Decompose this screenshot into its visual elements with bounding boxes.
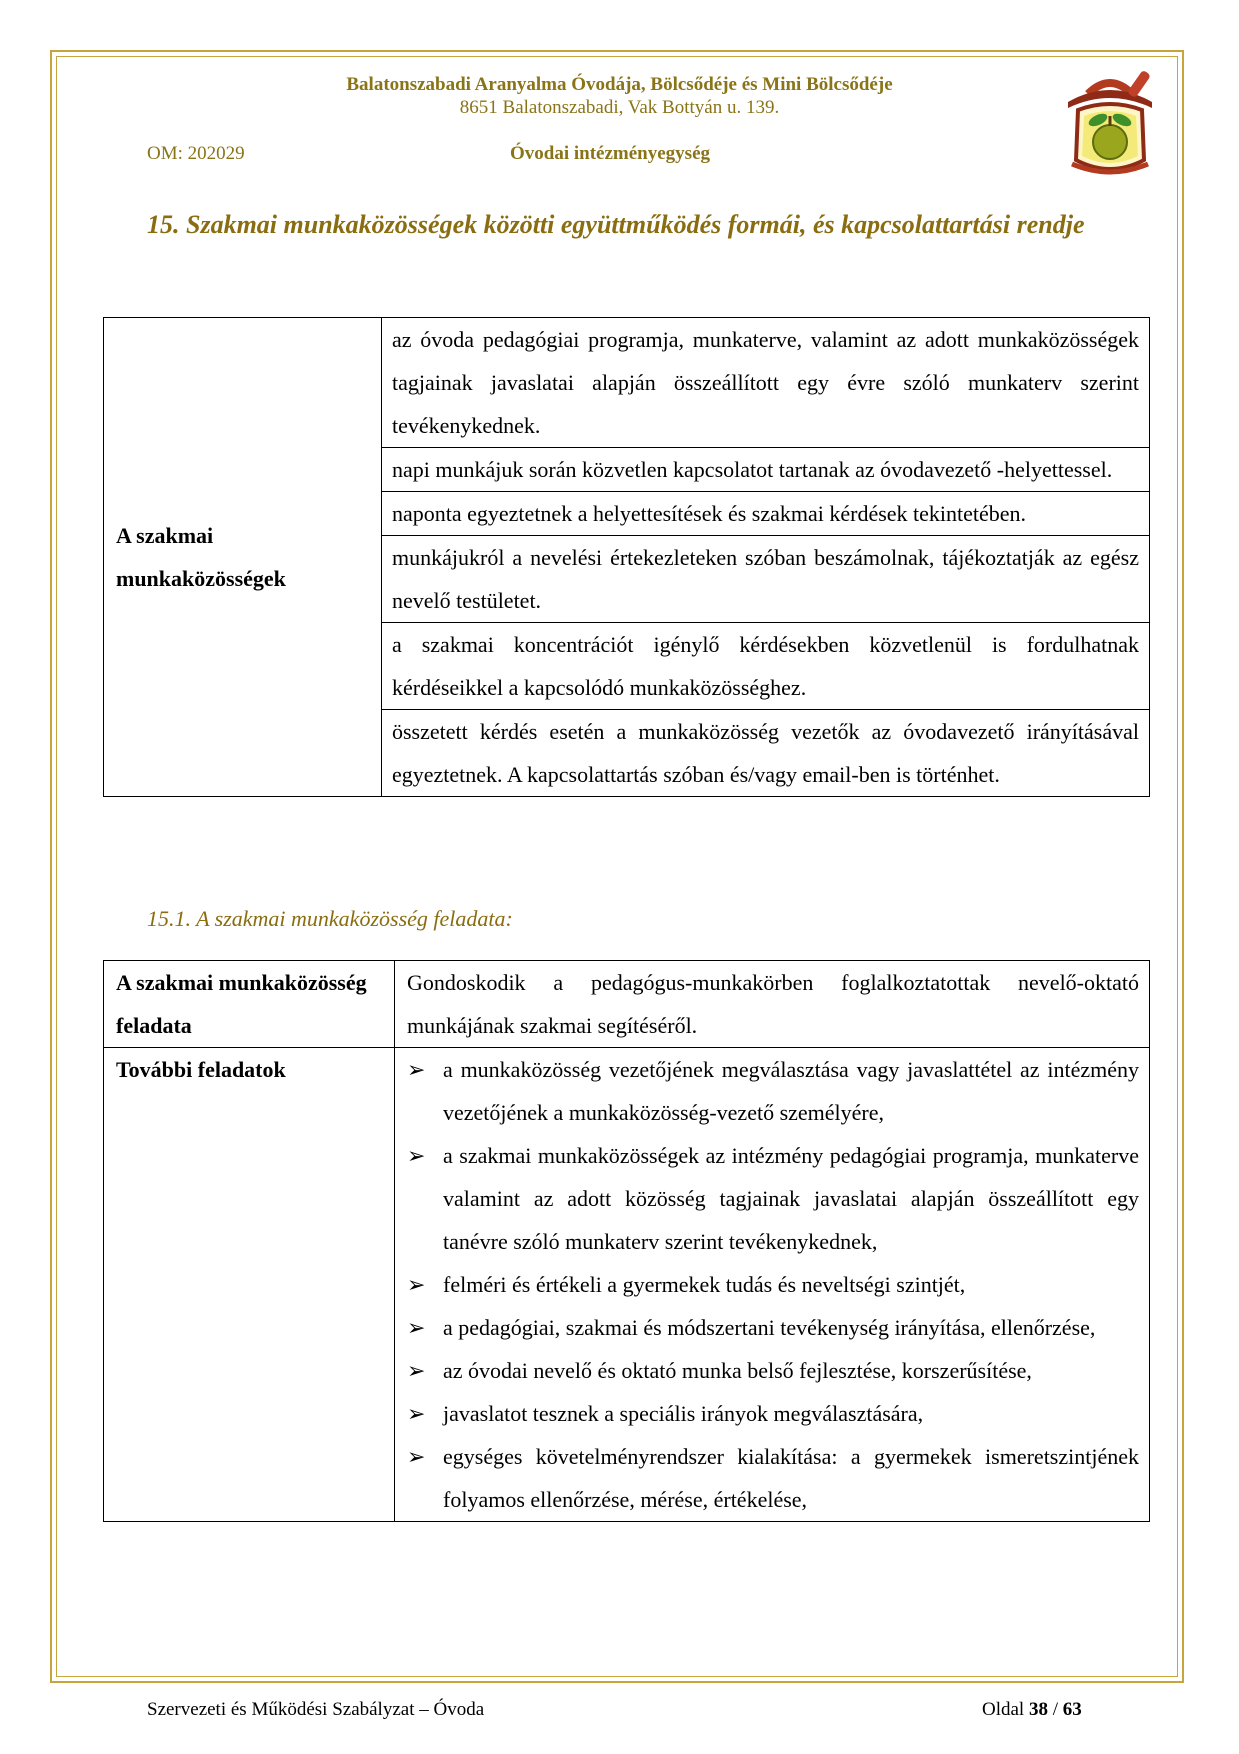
list-item-text: felméri és értékeli a gyermekek tudás és neveltségi szintjét, — [443, 1272, 966, 1297]
subsection-title: 15.1. A szakmai munkaközösség feladata: — [147, 906, 513, 931]
table-cell: összetett kérdés esetén a munkaközösség vezetők az óvodavezető irányításával egyeztetnek. A kapcsolattartás szóban és/vagy email-ben is történhet. — [382, 710, 1150, 797]
table-row — [104, 1048, 1150, 1522]
list-item — [407, 1435, 1139, 1521]
table-row — [104, 961, 1150, 1048]
arrow-bullet-icon: ➢ — [407, 1444, 426, 1469]
page-separator: / — [1052, 1699, 1058, 1720]
table-cell: Gondoskodik a pedagógus-munkakörben foglalkoztatottak nevelő-oktató munkájának szakmai segítéséről. — [395, 961, 1150, 1048]
golden-apple-crest-icon — [1058, 68, 1162, 180]
arrow-bullet-icon: ➢ — [407, 1143, 426, 1168]
table-row — [104, 318, 1150, 448]
list-item-text: a pedagógiai, szakmai és módszertani tevékenység irányítása, ellenőrzése, — [443, 1315, 1096, 1340]
table-cell: a szakmai koncentrációt igénylő kérdésekben közvetlenül is fordulhatnak kérdéseikkel a kapcsolódó munkaközösséghez. — [382, 623, 1150, 710]
list-item-text: az óvodai nevelő és oktató munka belső fejlesztése, korszerűsítése, — [443, 1358, 1032, 1383]
unit-name: Óvodai intézményegység — [510, 143, 711, 164]
tasks-table — [103, 960, 1150, 1522]
list-item-text: a munkaközösség vezetőjének megválasztása vagy javaslattétel az intézmény vezetőjének a munkaközösség-vezető személyére, — [443, 1057, 1139, 1125]
table-cell: az óvoda pedagógiai programja, munkaterve, valamint az adott munkaközösségek tagjainak javaslatai alapján összeállított egy évre szóló munkaterv szerint tevékenykednek. — [382, 318, 1150, 448]
list-item-text: javaslatot tesznek a speciális irányok megválasztására, — [443, 1401, 924, 1426]
section-title: 15. Szakmai munkaközösségek közötti együttműködés formái, és kapcsolattartási rendje — [147, 210, 1085, 239]
row-label: A szakmai munkaközösség feladata — [104, 961, 395, 1048]
table-cell: munkájukról a nevelési értekezleteken szóban beszámolnak, tájékoztatják az egész nevelő testületet. — [382, 536, 1150, 623]
arrow-bullet-icon: ➢ — [407, 1358, 426, 1383]
footer-page-number — [982, 1699, 1082, 1721]
table-cell: naponta egyeztetnek a helyettesítések és szakmai kérdések tekintetében. — [382, 492, 1150, 536]
list-item — [407, 1134, 1139, 1263]
arrow-bullet-icon: ➢ — [407, 1315, 426, 1340]
table-cell — [395, 1048, 1150, 1522]
page-total: 63 — [1062, 1699, 1082, 1720]
arrow-bullet-icon: ➢ — [407, 1401, 426, 1426]
list-item-text: egységes követelményrendszer kialakítása: a gyermekek ismeretszintjének folyamos ellenőrzése, mérése, értékelése, — [443, 1444, 1139, 1512]
om-identifier: OM: 202029 — [147, 143, 245, 164]
list-item — [407, 1048, 1139, 1134]
list-item — [407, 1392, 1139, 1435]
page-current: 38 — [1028, 1699, 1048, 1720]
arrow-bullet-icon: ➢ — [407, 1057, 426, 1082]
list-item — [407, 1306, 1139, 1349]
list-item — [407, 1263, 1139, 1306]
table-cell: napi munkájuk során közvetlen kapcsolatot tartanak az óvodavezető -helyettessel. — [382, 448, 1150, 492]
task-list — [407, 1048, 1139, 1521]
list-item-text: a szakmai munkaközösségek az intézmény pedagógiai programja, munkaterve valamint az adott közösség tagjainak javaslatai alapján összeállított egy tanévre szóló munkaterv szerint tevékenykednek, — [443, 1143, 1139, 1254]
row-label: További feladatok — [104, 1048, 395, 1522]
institution-name: Balatonszabadi Aranyalma Óvodája, Bölcsődéje és Mini Bölcsődéje — [346, 74, 893, 95]
page-label: Oldal — [982, 1699, 1025, 1720]
institution-address: 8651 Balatonszabadi, Vak Bottyán u. 139. — [459, 97, 780, 118]
row-label: A szakmai munkaközösségek — [104, 318, 382, 797]
list-item — [407, 1349, 1139, 1392]
footer-document-title: Szervezeti és Működési Szabályzat – Óvoda — [147, 1699, 485, 1720]
arrow-bullet-icon: ➢ — [407, 1272, 426, 1297]
cooperation-table — [103, 317, 1150, 797]
